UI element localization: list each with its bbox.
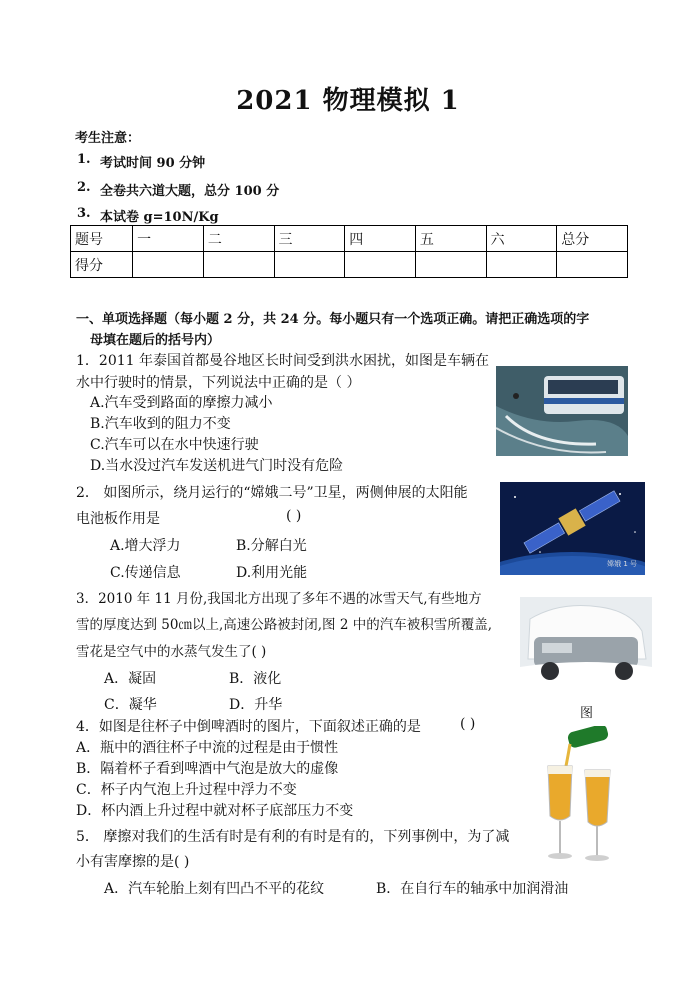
score-header-cell: 一: [133, 226, 204, 252]
q2-answer-paren: ( ): [286, 508, 302, 524]
q4-stem: 4．如图是往杯子中倒啤酒时的图片，下面叙述正确的是: [76, 719, 421, 735]
score-header-cell: 六: [486, 226, 557, 252]
score-cell[interactable]: [486, 252, 557, 278]
q1-option-a: A.汽车受到路面的摩擦力减小: [90, 395, 273, 411]
page-title: 2021 物理模拟 1: [236, 86, 460, 116]
score-cell[interactable]: [345, 252, 416, 278]
notice-item-1: 考试时间 90 分钟: [100, 156, 206, 171]
notice-num-3: 3.: [77, 206, 91, 221]
section-heading-line1: 一、单项选择题（每小题 2 分，共 24 分。每小题只有一个选项正确。请把正确选项的字: [76, 312, 590, 327]
score-header-cell: 总分: [557, 226, 628, 252]
q1-option-c: C.汽车可以在水中快速行驶: [90, 437, 259, 453]
q5-option-b: B．在自行车的轴承中加润滑油: [376, 881, 569, 897]
flooded-bus-image: [496, 366, 628, 456]
score-cell[interactable]: [133, 252, 204, 278]
notice-item-2: 全卷共六道大题，总分 100 分: [100, 184, 280, 199]
q5-stem-line2: 小有害摩擦的是( ): [76, 854, 190, 870]
score-row-label: 得分: [71, 252, 133, 278]
q5-option-a: A．汽车轮胎上刻有凹凸不平的花纹: [104, 881, 325, 897]
score-cell[interactable]: [274, 252, 345, 278]
score-header-cell: 四: [345, 226, 416, 252]
score-header-cell: 二: [203, 226, 274, 252]
notice-num-2: 2.: [77, 180, 91, 195]
satellite-image: [500, 482, 645, 575]
q1-option-b: B.汽车收到的阻力不变: [90, 416, 231, 432]
q3-option-c: C．凝华: [104, 697, 157, 713]
score-table-score-row: [71, 252, 628, 278]
q2-option-d: D.利用光能: [236, 565, 308, 581]
q4-option-b: B．隔着杯子看到啤酒中气泡是放大的虚像: [76, 761, 339, 777]
beer-pour-image: [530, 726, 625, 866]
q1-option-d: D.当水没过汽车发送机进气门时没有危险: [90, 458, 344, 474]
satellite-image-caption: 嫦娥 1 号: [607, 560, 637, 568]
score-table: [70, 225, 628, 278]
score-cell[interactable]: [415, 252, 486, 278]
q3-option-d: D．升华: [229, 697, 283, 713]
q1-stem-line1: 1．2011 年泰国首都曼谷地区长时间受到洪水困扰，如图是车辆在: [76, 353, 489, 369]
score-header-cell: 三: [274, 226, 345, 252]
section-heading-line2: 母填在题后的括号内）: [90, 333, 221, 348]
q2-stem-line2: 电池板作用是: [76, 511, 160, 527]
q2-stem-line1: 2． 如图所示，绕月运行的“嫦娥二号”卫星，两侧伸展的太阳能: [76, 485, 468, 501]
notice-heading: 考生注意：: [75, 131, 141, 146]
score-header-cell: 题号: [71, 226, 133, 252]
notice-num-1: 1.: [77, 152, 91, 167]
q2-option-b: B.分解白光: [236, 538, 307, 554]
q2-option-c: C.传递信息: [110, 565, 181, 581]
q3-stem-line1: 3．2010 年 11 月份,我国北方出现了多年不遇的冰雪天气,有些地方: [76, 591, 482, 607]
q2-option-a: A.增大浮力: [110, 538, 181, 554]
q4-option-c: C．杯子内气泡上升过程中浮力不变: [76, 782, 297, 798]
q3-option-b: B．液化: [229, 671, 282, 687]
q3-stem-line3: 雪花是空气中的水蒸气发生了( ): [76, 644, 267, 660]
q3-stem-line2: 雪的厚度达到 50㎝以上,高速公路被封闭,图 2 中的汽车被积雪所覆盖,: [76, 617, 493, 633]
q1-stem-line2: 水中行驶时的情景，下列说法中正确的是（ ）: [76, 375, 361, 391]
q4-answer-paren: ( ): [460, 716, 476, 732]
score-cell[interactable]: [203, 252, 274, 278]
q4-option-d: D．杯内酒上升过程中就对杯子底部压力不变: [76, 803, 354, 819]
q5-stem-line1: 5． 摩擦对我们的生活有时是有利的有时是有的，下列事例中，为了减: [76, 829, 510, 845]
q3-option-a: A．凝固: [104, 671, 157, 687]
snow-car-caption: 图: [580, 706, 594, 721]
q4-option-a: A．瓶中的酒往杯子中流的过程是由于惯性: [76, 740, 339, 756]
score-cell[interactable]: [557, 252, 628, 278]
score-table-header-row: [71, 226, 628, 252]
score-header-cell: 五: [415, 226, 486, 252]
notice-item-3: 本试卷 g=10N/Kg: [100, 210, 219, 225]
snow-car-image: [520, 597, 652, 699]
